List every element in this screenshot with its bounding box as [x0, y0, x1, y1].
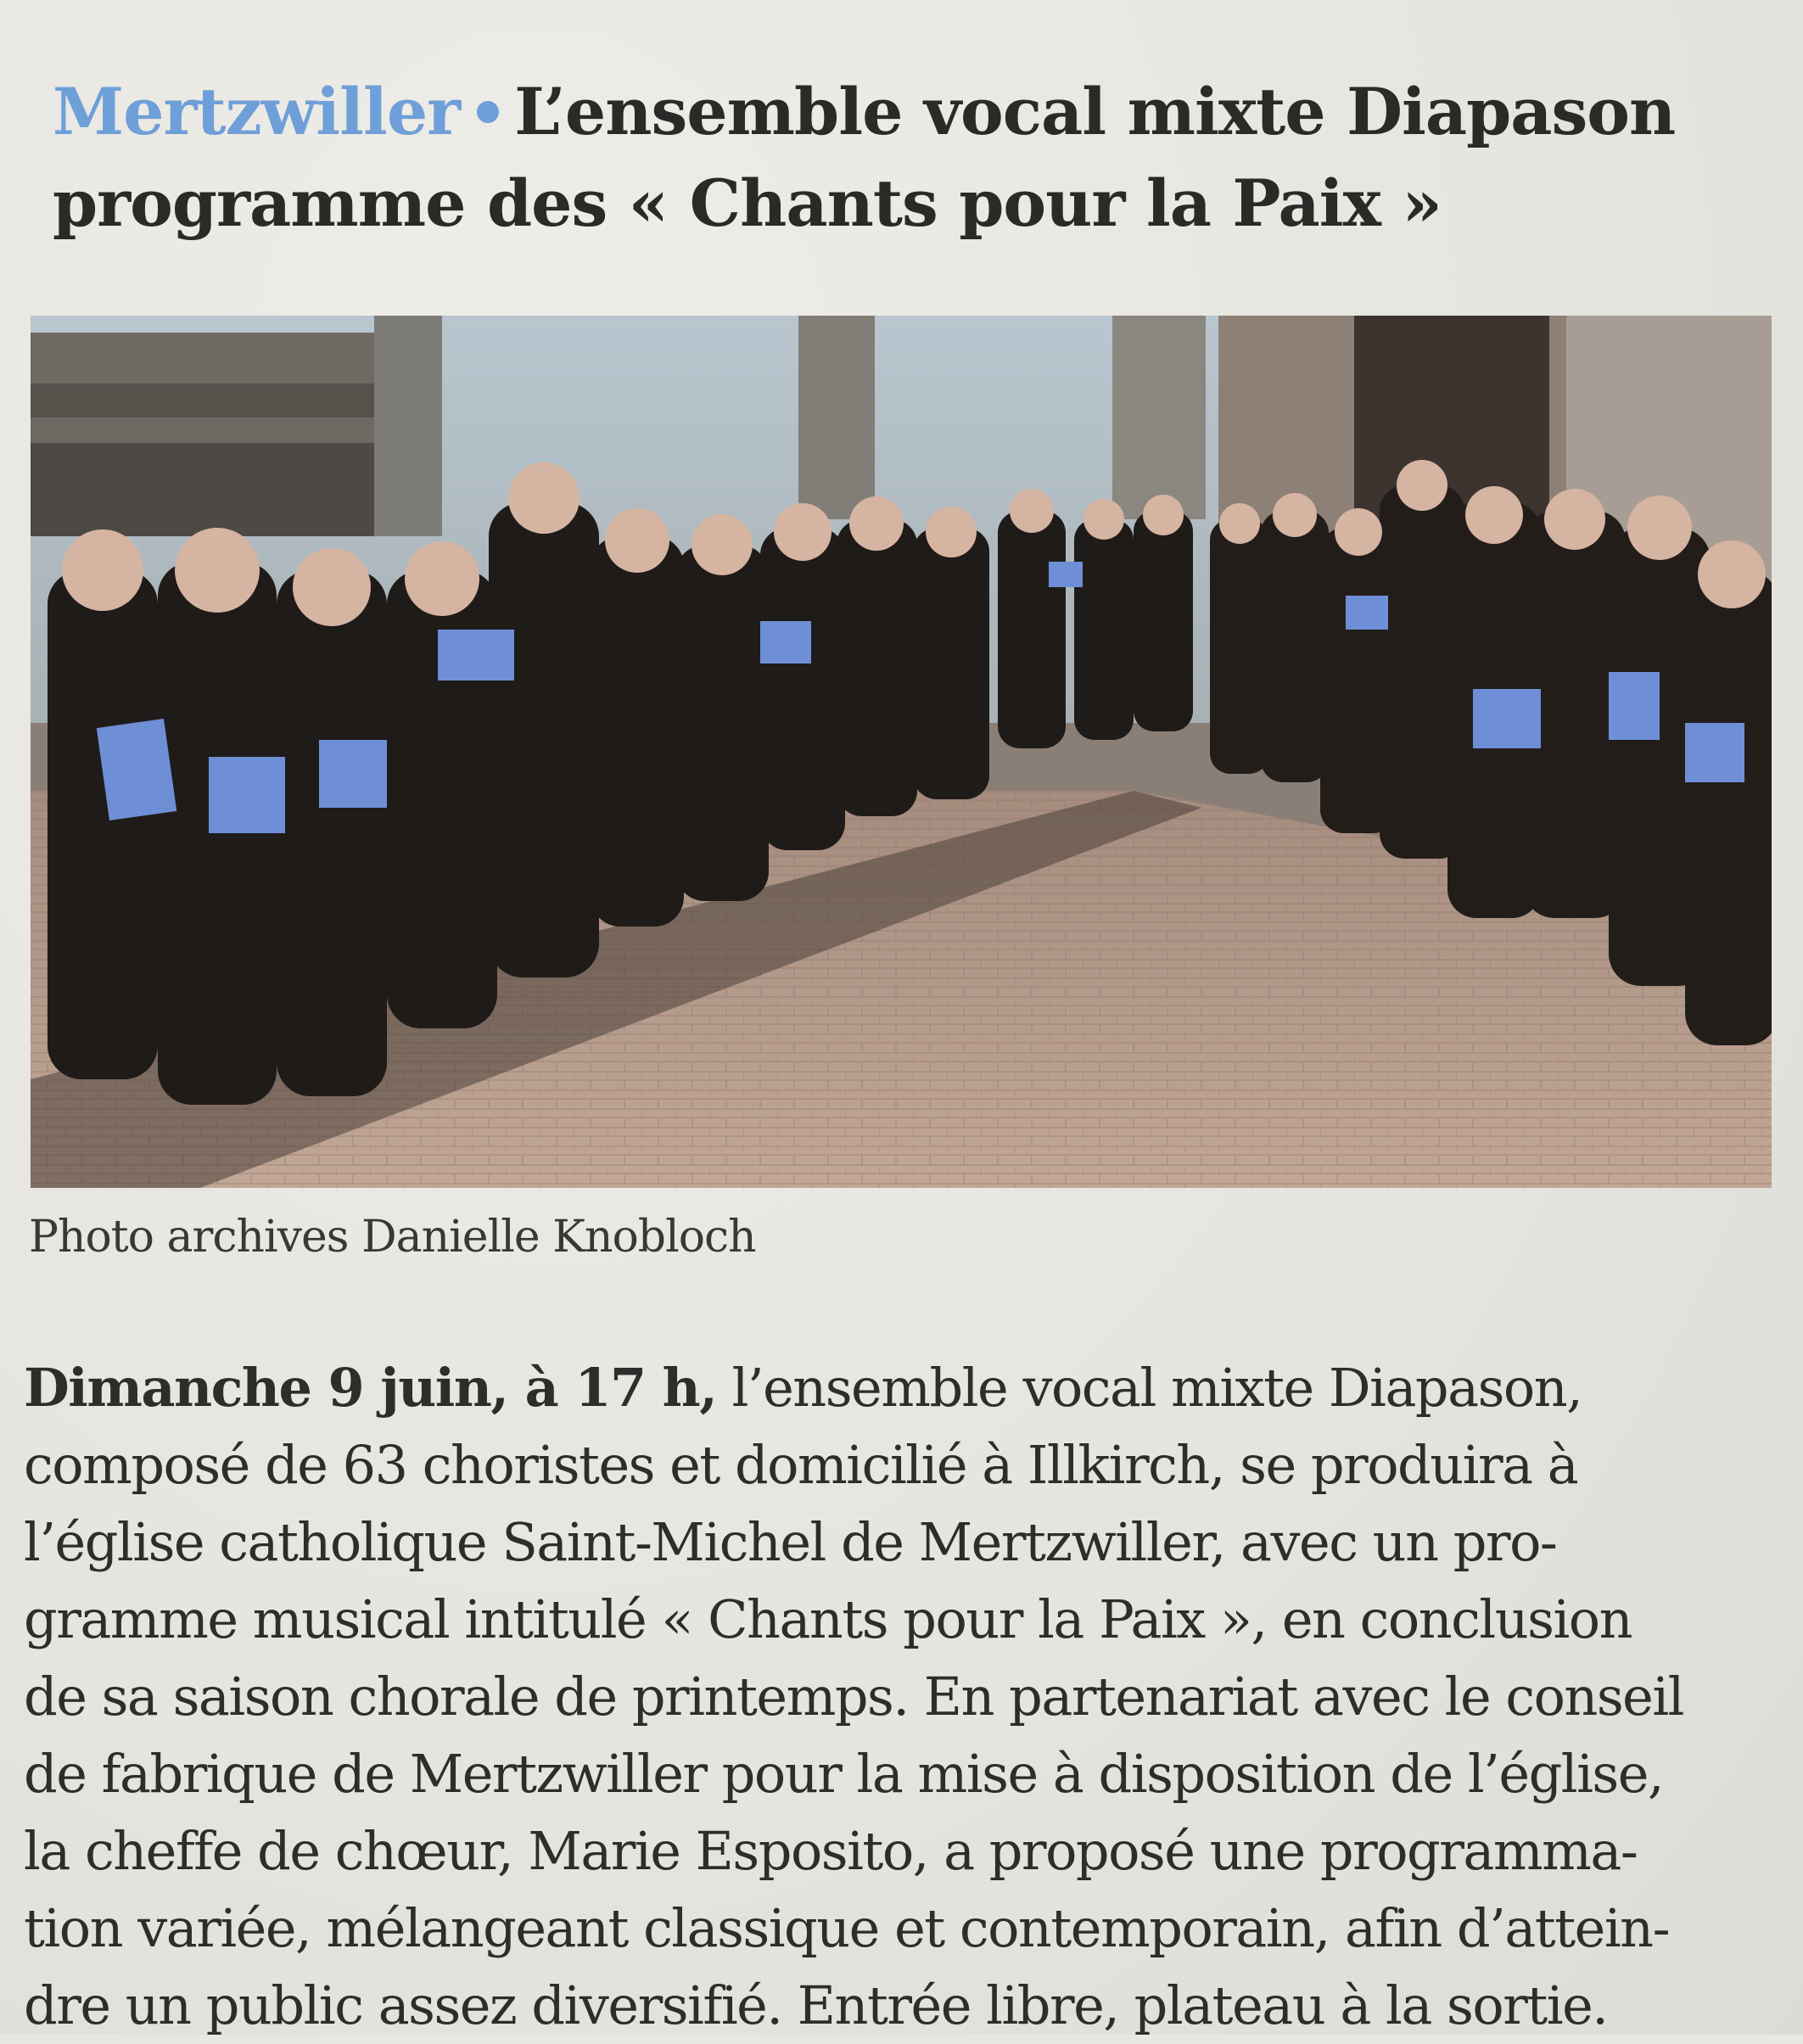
- choir-photo: [31, 316, 1772, 1188]
- body-line-1: [24, 1349, 1763, 1426]
- headline-title-part-1: L’ensemble vocal mixte Diapason: [514, 74, 1676, 149]
- photo-caption: Photo archives Danielle Knobloch: [29, 1212, 756, 1263]
- body-line-9: dre un public assez diversifié. Entrée libre, plateau à la sortie.: [24, 1974, 1608, 2036]
- body-line-8: tion variée, mélangeant classique et contemporain, afin d’attein-: [24, 1897, 1670, 1959]
- article-headline: [53, 66, 1750, 249]
- headline-title-part-2: programme des « Chants pour la Paix »: [53, 165, 1442, 241]
- body-line-6: de fabrique de Mertzwiller pour la mise à disposition de l’église,: [24, 1743, 1664, 1805]
- location-kicker: Mertzwiller: [53, 74, 461, 149]
- body-line-7: la cheffe de chœur, Marie Esposito, a proposé une programma-: [24, 1820, 1638, 1882]
- article-body: [24, 1349, 1763, 2044]
- body-line-4: gramme musical intitulé « Chants pour la Paix », en conclusion: [24, 1588, 1632, 1650]
- headline-line-1: [53, 66, 1750, 158]
- bullet-dot-icon: [477, 101, 499, 123]
- body-line-3: l’église catholique Saint-Michel de Mertzwiller, avec un pro-: [24, 1511, 1557, 1573]
- body-line-1-text: l’ensemble vocal mixte Diapason,: [716, 1357, 1582, 1419]
- article-lead: Dimanche 9 juin, à 17 h,: [24, 1357, 717, 1419]
- body-line-5: de sa saison chorale de printemps. En partenariat avec le conseil: [24, 1666, 1684, 1728]
- body-line-2: composé de 63 choristes et domicilié à Illkirch, se produira à: [24, 1434, 1578, 1496]
